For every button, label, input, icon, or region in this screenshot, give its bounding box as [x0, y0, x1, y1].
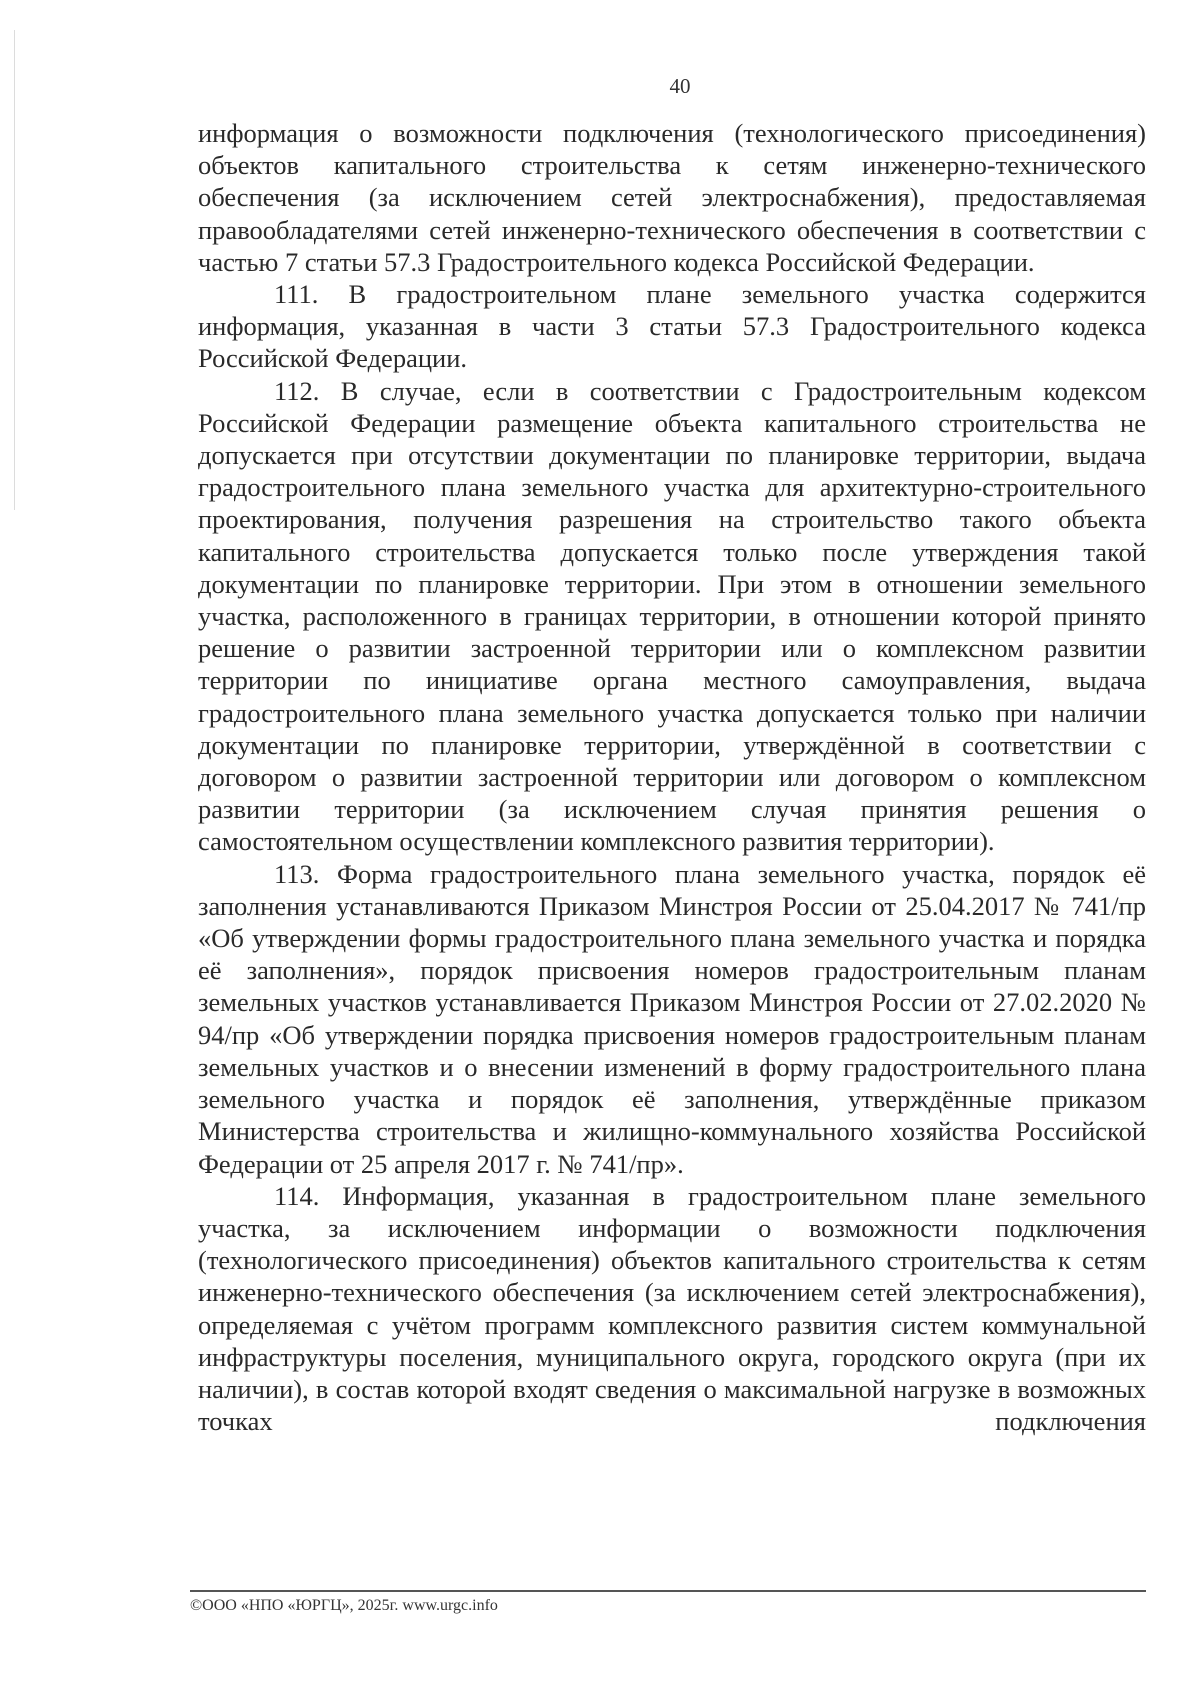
document-body: [198, 117, 1146, 1437]
paragraph-continuation: информация о возможности подключения (технологического присоединения) объектов капитального строительства к сетям инженерно-технического обеспечения (за исключением сетей электроснабжения), предоставляемая правообладателями сетей инженерно-технического обеспечения в соответствии с частью 7 статьи 57.3 Градостроительного кодекса Российской Федерации.: [198, 118, 1146, 277]
paragraph-111: 111. В градостроительном плане земельного участка содержится информация, указанная в части 3 статьи 57.3 Градостроительного кодекса Российской Федерации.: [198, 279, 1146, 374]
footer-divider: [190, 1590, 1146, 1592]
page-number: 40: [669, 74, 691, 98]
paragraph-113: 113. Форма градостроительного плана земельного участка, порядок её заполнения устанавливаются Приказом Минстроя России от 25.04.2017 № 741/пр «Об утверждении формы градостроительного плана земельного участка и порядка её заполнения», порядок присвоения номеров градостроительным планам земельных участков устанавливается Приказом Минстроя России от 27.02.2020 № 94/пр «Об утверждении порядка присвоения номеров градостроительным планам земельных участков и о внесении изменений в форму градостроительного плана земельного участка и порядок её заполнения, утверждённые приказом Министерства строительства и жилищно-коммунального хозяйства Российской Федерации от 25 апреля 2017 г. № 741/пр».: [198, 858, 1146, 1179]
paragraph-114: 114. Информация, указанная в градостроительном плане земельного участка, за исключением информации о возможности подключения (технологического присоединения) объектов капитального строительства к сетям инженерно-технического обеспечения (за исключением сетей электроснабжения), определяемая с учётом программ комплексного развития систем коммунальной инфраструктуры поселения, муниципального округа, городского округа (при их наличии), в состав которой входят сведения о максимальной нагрузке в возможных точках подключения: [198, 1180, 1146, 1437]
footer-copyright: ©ООО «НПО «ЮРГЦ», 2025г. www.urgc.info: [190, 1597, 498, 1614]
scan-edge-mark: [14, 30, 15, 510]
paragraph-112: 112. В случае, если в соответствии с Градостроительным кодексом Российской Федерации размещение объекта капитального строительства не допускается при отсутствии документации по планировке территории, выдача градостроительного плана земельного участка для архитектурно-строительного проектирования, получения разрешения на строительство такого объекта капитального строительства допускается только после утверждения такой документации по планировке территории. При этом в отношении земельного участка, расположенного в границах территории, в отношении которой принято решение о развитии застроенной территории или о комплексном развитии территории по инициативе органа местного самоуправления, выдача градостроительного плана земельного участка допускается только при наличии документации по планировке территории, утверждённой в соответствии с договором о развитии застроенной территории или договором о комплексном развитии территории (за исключением случая принятия решения о самостоятельном осуществлении комплексного развития территории).: [198, 375, 1146, 857]
